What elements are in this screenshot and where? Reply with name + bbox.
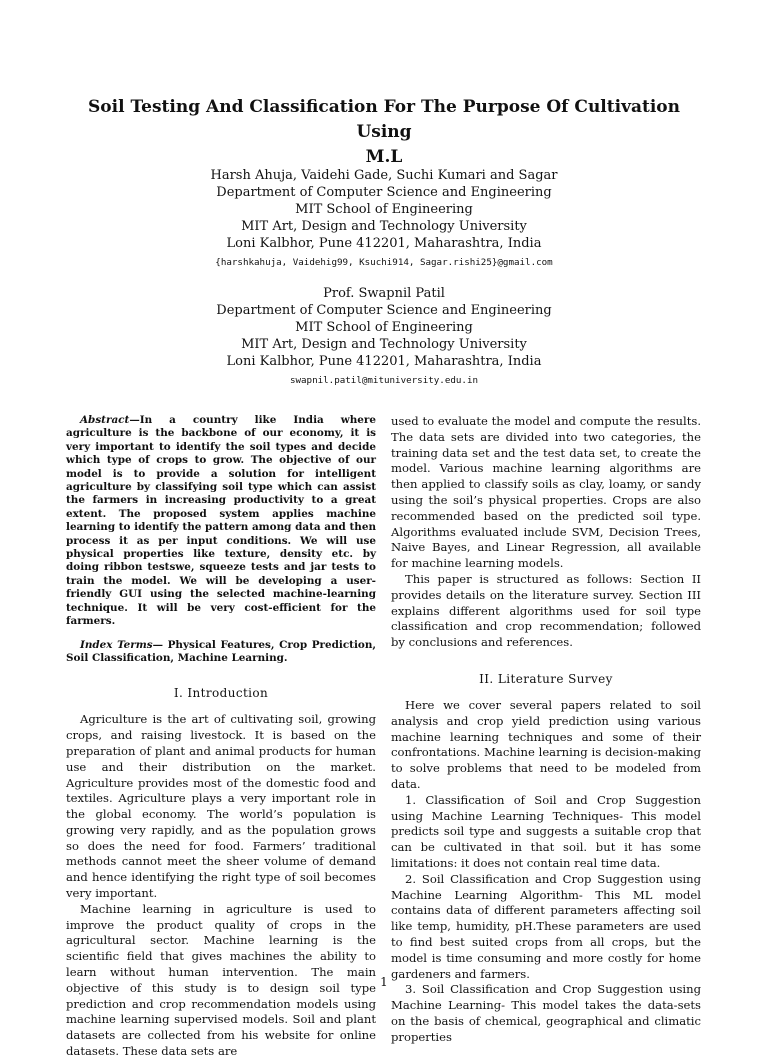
author-school: MIT School of Engineering — [295, 202, 473, 217]
title-line-1: Soil Testing And Classification For The Purpose Of Cultivation Using — [88, 97, 680, 142]
author-school: MIT School of Engineering — [295, 320, 473, 335]
intro-paragraph-continued: used to evaluate the model and compute the results. The data sets are divided into two categories, the training data set and the test data set, to create the model. Various machine learning algorithms are then applied to classify soils as clay, loamy, or sandy using the soil’s physical properties. Crops are also recommended based on the predicted soil type. Algorithms evaluated include SVM, Decision Trees, Naive Bayes, and Linear Regression, all available for machine learning models. — [391, 414, 701, 571]
index-terms-text: — Physical Features, Crop Prediction, Soil Classification, Machine Learning. — [66, 638, 376, 664]
survey-item-3: 3. Soil Classification and Crop Suggestion using Machine Learning- This model takes the data-sets on the basis of chemical, geographical and climatic properties — [391, 982, 701, 1044]
intro-paragraph-1: Agriculture is the art of cultivating soil, growing crops, and raising livestock. It is based on the preparation of plant and animal products for human use and their distribution on the market. Agriculture provides most of the domestic food and textiles. Agriculture plays a very important role in the global economy. The world’s population is growing very rapidly, and as the population grows so does the need for food. Farmers’ traditional methods cannot meet the sheer volume of demand and hence identifying the right type of soil becomes very important. — [66, 712, 376, 901]
intro-paragraph-structure: This paper is structured as follows: Section II provides details on the literature survey. Section III explains different algorithms used for soil type classification and crop recommendation; followed by conclusions and references. — [391, 571, 701, 650]
author-block-professor — [60, 285, 708, 387]
index-terms-label: Index Terms — [80, 638, 153, 651]
abstract-text: —In a country like India where agriculture is the backbone of our economy, it is very important to identify the soil types and decide which type of crops to grow. The objective of our model is to provide a solution for intelligent agriculture by classifying soil type which can assist the farmers in increasing productivity to a great extent. The proposed system applies machine learning to identify the pattern among data and then process it as per input conditions. We will use physical properties like texture, density etc. by doing ribbon testswe, squeeze tests and jar tests to train the model. We will be developing a user-friendly GUI using the selected machine-learning technique. It will be very cost-efficient for the farmers. — [66, 414, 376, 628]
left-column — [66, 414, 376, 1060]
author-address: Loni Kalbhor, Pune 412201, Maharashtra, India — [226, 236, 542, 251]
index-terms — [66, 639, 376, 666]
author-university: MIT Art, Design and Technology University — [241, 337, 527, 352]
author-names: Harsh Ahuja, Vaidehi Gade, Suchi Kumari and Sagar — [210, 168, 558, 183]
survey-item-2: 2. Soil Classification and Crop Suggestion using Machine Learning Algorithm- This ML model contains data of different parameters affecting soil like temp, humidity, pH.These parameters are used to find best suited crops from all crops, but the model is time consuming and more costly for home gardeners and farmers. — [391, 871, 701, 981]
author-names: Prof. Swapnil Patil — [323, 286, 445, 301]
title-line-2: M.L — [365, 147, 403, 167]
survey-paragraph-intro: Here we cover several papers related to soil analysis and crop yield prediction using various machine learning techniques and some of their confrontations. Machine learning is decision-making to solve problems that need to be modeled from data. — [391, 697, 701, 791]
abstract — [66, 414, 376, 629]
intro-paragraph-2: Machine learning in agriculture is used to improve the product quality of crops in the agricultural sector. Machine learning is the scientific field that gives machines the ability to learn without human intervention. The main objective of this study is to design soil type prediction and crop recommendation models using machine learning supervised models. Soil and plant datasets are collected from his website for online datasets. These data sets are — [66, 901, 376, 1059]
right-column — [391, 414, 701, 1045]
author-emails: swapnil.patil@mituniversity.edu.in — [289, 375, 479, 386]
survey-item-1: 1. Classification of Soil and Crop Suggestion using Machine Learning Techniques- This model predicts soil type and suggests a suitable crop that can be cultivated in that soil. but it has some limitations: it does not contain real time data. — [391, 792, 701, 870]
section-heading-introduction: I. Introduction — [173, 686, 269, 701]
author-university: MIT Art, Design and Technology University — [241, 219, 527, 234]
author-emails: {harshkahuja, Vaidehig99, Ksuchi914, Sagar.rishi25}@gmail.com — [215, 257, 553, 268]
page-number: 1 — [380, 975, 388, 989]
author-block-students — [60, 167, 708, 269]
section-heading-literature-survey: II. Literature Survey — [479, 671, 613, 686]
author-department: Department of Computer Science and Engineering — [216, 185, 552, 200]
author-department: Department of Computer Science and Engineering — [216, 303, 552, 318]
paper-title — [60, 95, 708, 170]
author-address: Loni Kalbhor, Pune 412201, Maharashtra, India — [226, 354, 542, 369]
abstract-label: Abstract — [80, 414, 130, 426]
